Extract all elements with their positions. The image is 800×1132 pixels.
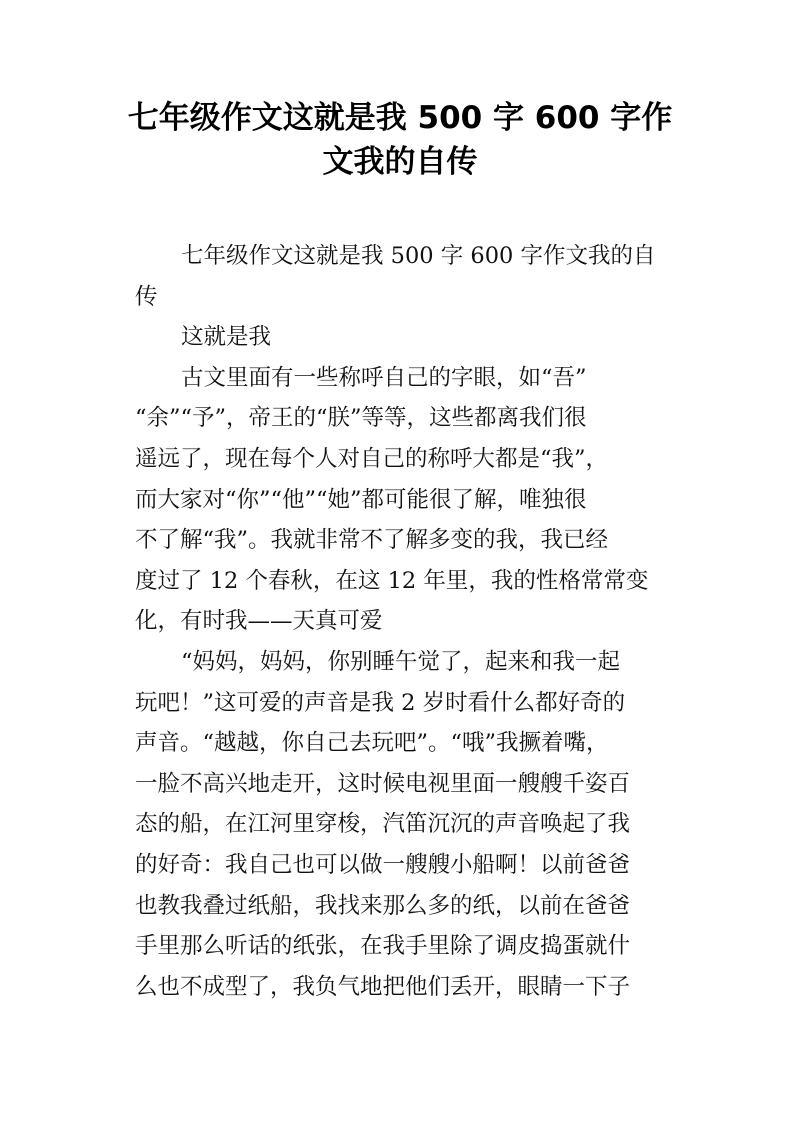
body-text-line: “余”“予”，帝王的“朕”等等，这些都离我们很 xyxy=(135,405,587,432)
body-text-line: 这就是我 xyxy=(181,324,272,351)
document-body xyxy=(135,236,675,1007)
body-text-line: 传 xyxy=(135,283,158,310)
body-text-line: 七年级作文这就是我 500 字 600 字作文我的自 xyxy=(181,243,656,269)
body-text-line: 而大家对“你”“他”“她”都可能很了解，唯独很 xyxy=(135,486,587,513)
title-line-1: 七年级作文这就是我 500 字 600 字作 xyxy=(127,100,673,136)
body-text-line: 么也不成型了，我负气地把他们丢开，眼睛一下子 xyxy=(135,973,631,1000)
body-text-line: 遥远了，现在每个人对自己的称呼大都是“我”， xyxy=(135,445,609,472)
body-text-line: 玩吧！”这可爱的声音是我 2 岁时看什么都好奇的 xyxy=(135,689,626,716)
body-text-line: 不了解“我”。我就非常不了解多变的我，我已经 xyxy=(135,527,609,554)
document-title xyxy=(100,96,700,184)
body-text-line: 的好奇：我自己也可以做一艘艘小船啊！以前爸爸 xyxy=(135,851,631,878)
body-text-line: 手里那么听话的纸张，在我手里除了调皮捣蛋就什 xyxy=(135,933,631,960)
title-line-2: 文我的自传 xyxy=(322,144,478,180)
body-text-line: 一脸不高兴地走开，这时候电视里面一艘艘千姿百 xyxy=(135,770,631,797)
body-text-line: 度过了 12 个春秋，在这 12 年里，我的性格常常变 xyxy=(135,567,649,594)
body-text-line: “妈妈，妈妈，你别睡午觉了，起来和我一起 xyxy=(181,648,621,675)
body-text-line: 声音。“越越，你自己去玩吧”。“哦”我撅着嘴， xyxy=(135,730,609,757)
body-text-line: 化，有时我——天真可爱 xyxy=(135,608,383,635)
body-text-line: 也教我叠过纸船，我找来那么多的纸，以前在爸爸 xyxy=(135,892,631,919)
body-text-line: 态的船，在江河里穿梭，汽笛沉沉的声音唤起了我 xyxy=(135,811,631,838)
body-text-line: 古文里面有一些称呼自己的字眼，如“吾” xyxy=(181,364,587,391)
